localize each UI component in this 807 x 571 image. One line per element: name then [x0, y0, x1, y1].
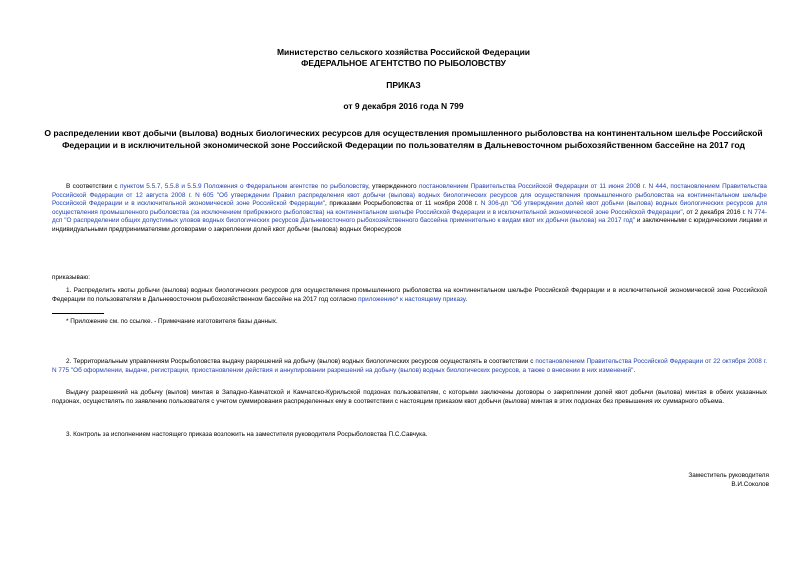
- item-1-end: .: [465, 295, 468, 303]
- order-word: приказываю:: [52, 274, 90, 281]
- item-2-text: 2. Территориальным управлениям Росрыболовства выдачу разрешений на добычу (вылов) водных биологических ресурсов осуществлять в соответствии с: [66, 358, 536, 365]
- item-2-end: .: [633, 366, 636, 374]
- document-date-number: от 9 декабря 2016 года N 799: [343, 101, 464, 111]
- resolution-605-link[interactable]: постановлением Правительства Российской Федерации от 12 августа 2008 г. N 605 "Об утверждении Правил распределения квот добычи (вылова) водных биологических ресурсов для осуществления промышленного рыболовства на континентальном шельфе Российской Федерации и в исключительной экономической зоне Российской Федерации": [52, 183, 767, 208]
- agency-name: ФЕДЕРАЛЬНОЕ АГЕНТСТВО ПО РЫБОЛОВСТВУ: [301, 58, 506, 68]
- preamble-text: и заключенными с юридическими лицами и индивидуальными предпринимателями договорами о закреплении долей квот добычи (вылова) водных биоресурсов: [52, 217, 767, 233]
- signatory-name: В.И.Соколов: [731, 481, 769, 488]
- ministry-name: Министерство сельского хозяйства Российской Федерации: [276, 47, 531, 57]
- preamble-text: , утвержденного: [367, 183, 420, 190]
- pollock-paragraph: Выдачу разрешений на добычу (вылов) минтая в Западно-Камчатской и Камчатско-Курильской подзонах пользователям, с которыми заключены договоры о закреплении долей квот добычи (вылова) минтая в обеих указанных подзонах, осуществлять по заявлению пользователя с учетом суммирования распределенных ему в соответствии с настоящим приказом квот добычи (вылова) минтая в этих подзонах без превышения их суммарного объема.: [52, 389, 767, 405]
- preamble-text: , от 2 декабря 2016 г.: [682, 208, 748, 216]
- preamble-text: , приказами Росрыболовства от 11 ноября 2008 г.: [325, 200, 481, 208]
- resolution-775-link[interactable]: постановлением Правительства Российской Федерации от 22 октября 2008 г. N 775 "Об оформлении, выдаче, регистрации, приостановлении действия и аннулировании разрешений на добычу (вылов) водных биологических ресурсов, а также о внесении в них изменений": [52, 358, 767, 374]
- signatory-position: Заместитель руководителя: [688, 472, 769, 479]
- footnote: * Приложение см. по ссылке. - Примечание изготовителя базы данных.: [66, 318, 278, 325]
- item-2-paragraph: [52, 358, 767, 375]
- item-3-paragraph: 3. Контроль за исполнением настоящего приказа возложить на заместителя руководителя Росрыболовства П.С.Савчука.: [66, 431, 428, 438]
- regulation-link[interactable]: пунктом 5.5.7, 5.5.8 и 5.5.9 Положения о Федеральном агентстве по рыболовству: [120, 183, 368, 190]
- appendix-link[interactable]: приложению* к настоящему приказу: [358, 295, 466, 303]
- document-type: ПРИКАЗ: [386, 80, 421, 90]
- preamble-text: ,: [666, 183, 671, 190]
- order-774-link[interactable]: N 774-дсп "О распределении общих допустимых уловов водных биологических ресурсов Дальневосточного рыбохозяйственного бассейна применительно к видам квот их добычи (вылова) на 2017 год": [52, 208, 768, 225]
- order-306-link[interactable]: N 306-дп "Об утверждении долей квот добычи (вылова) водных биологических ресурсов для осуществления промышленного рыболовства (за исключением прибрежного рыболовства) на континентальном шельфе Российской Федерации и в исключительной экономической зоне Российской Федерации": [52, 200, 767, 216]
- resolution-444-link[interactable]: постановлением Правительства Российской Федерации от 11 июня 2008 г. N 444: [419, 183, 667, 190]
- document-title: О распределении квот добычи (вылова) водных биологических ресурсов для осуществления промышленного рыболовства на континентальном шельфе Российской Федерации и в исключительной экономической зоне Российской Федерации по пользователям в Дальневосточном рыбохозяйственном бассейне на 2017 год: [44, 128, 763, 150]
- item-1-text: 1. Распределить квоты добычи (вылова) водных биологических ресурсов для осуществления промышленного рыболовства на континентальном шельфе Российской Федерации и в исключительной экономической зоне Российской Федерации по пользователям в Дальневосточном рыбохозяйственном бассейне на 2017 год согласно: [52, 287, 767, 303]
- footnote-divider: [52, 313, 104, 314]
- preamble-text: В соответствии с: [66, 183, 121, 190]
- item-1-paragraph: [52, 287, 767, 304]
- preamble-paragraph: [52, 183, 767, 235]
